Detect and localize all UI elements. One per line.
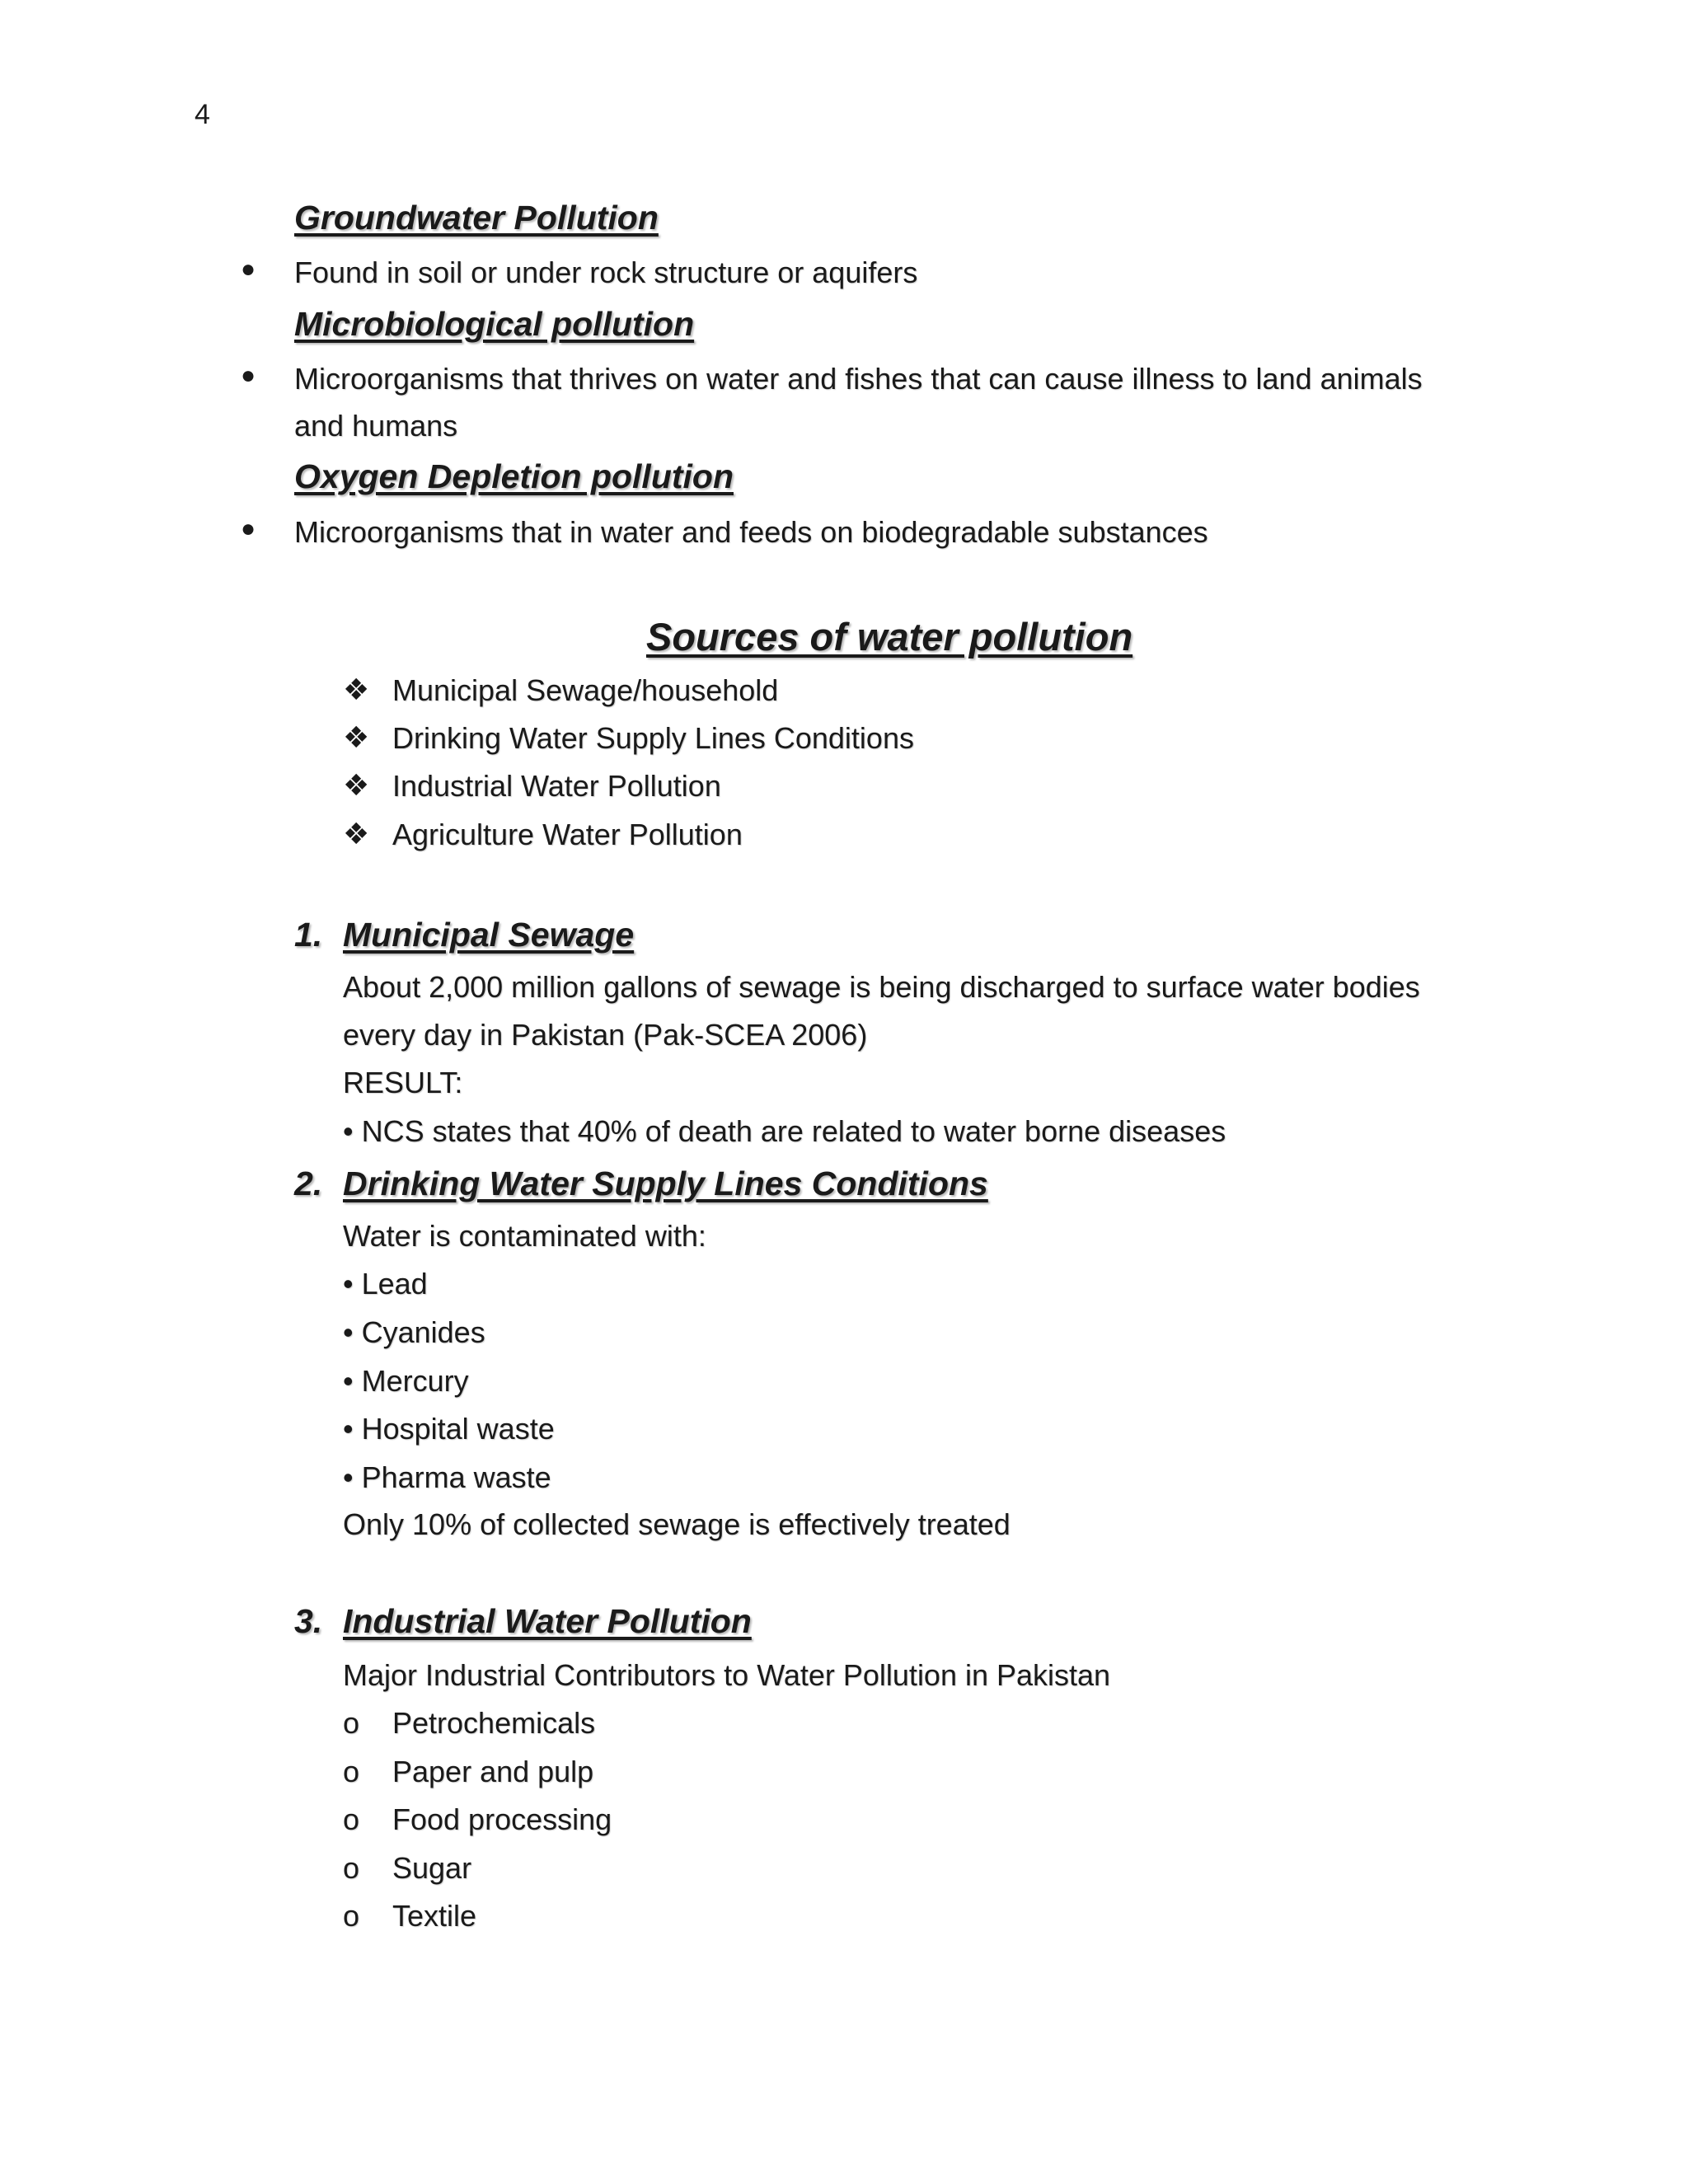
- drinking-heading: Drinking Water Supply Lines Conditions: [343, 1165, 988, 1202]
- source-item: Drinking Water Supply Lines Conditions: [392, 721, 914, 755]
- round-bullet-icon: ●: [241, 362, 256, 389]
- round-bullet-icon: ●: [241, 515, 256, 542]
- list-marker: o: [343, 1755, 360, 1788]
- municipal-heading: Municipal Sewage: [343, 916, 635, 954]
- industry-item: Petrochemicals: [392, 1706, 596, 1740]
- oxygen-heading: Oxygen Depletion pollution: [294, 457, 734, 495]
- source-item: Agriculture Water Pollution: [392, 818, 743, 851]
- drinking-note: Only 10% of collected sewage is effectively treated: [343, 1507, 1010, 1541]
- list-marker: o: [343, 1802, 360, 1836]
- source-item: Municipal Sewage/household: [392, 673, 779, 707]
- contaminant-item: • Cyanides: [343, 1315, 485, 1349]
- microbiological-text-line2: and humans: [294, 409, 458, 443]
- groundwater-heading: Groundwater Pollution: [294, 199, 659, 237]
- microbiological-heading: Microbiological pollution: [294, 305, 695, 343]
- diamond-bullet-icon: ❖: [343, 673, 370, 706]
- oxygen-text: Microorganisms that in water and feeds on biodegradable substances: [294, 515, 1208, 549]
- source-item: Industrial Water Pollution: [392, 769, 721, 803]
- industrial-intro: Major Industrial Contributors to Water Pollution in Pakistan: [343, 1658, 1111, 1692]
- industry-item: Paper and pulp: [392, 1755, 594, 1788]
- list-marker: o: [343, 1706, 360, 1740]
- contaminant-item: • Pharma waste: [343, 1460, 551, 1494]
- list-marker: o: [343, 1851, 360, 1885]
- round-bullet-icon: ●: [241, 255, 256, 283]
- microbiological-text-line1: Microorganisms that thrives on water and fishes that can cause illness to land animals: [294, 362, 1423, 396]
- industry-item: Textile: [392, 1899, 477, 1933]
- list-marker: o: [343, 1899, 360, 1933]
- diamond-bullet-icon: ❖: [343, 817, 370, 851]
- contaminant-item: • Mercury: [343, 1364, 469, 1398]
- contaminant-item: • Lead: [343, 1267, 428, 1301]
- section-number: 2.: [294, 1165, 323, 1202]
- municipal-bullet: • NCS states that 40% of death are related to water borne diseases: [343, 1114, 1226, 1148]
- municipal-line2: every day in Pakistan (Pak-SCEA 2006): [343, 1018, 868, 1052]
- section-number: 1.: [294, 916, 323, 954]
- diamond-bullet-icon: ❖: [343, 720, 370, 754]
- groundwater-text: Found in soil or under rock structure or aquifers: [294, 255, 918, 289]
- sources-title: Sources of water pollution: [646, 615, 1133, 658]
- page-number: 4: [195, 99, 210, 130]
- municipal-line1: About 2,000 million gallons of sewage is being discharged to surface water bodies: [343, 970, 1420, 1004]
- drinking-intro: Water is contaminated with:: [343, 1219, 706, 1253]
- contaminant-item: • Hospital waste: [343, 1412, 555, 1446]
- industry-item: Food processing: [392, 1802, 612, 1836]
- section-number: 3.: [294, 1602, 323, 1640]
- municipal-result: RESULT:: [343, 1066, 463, 1099]
- industry-item: Sugar: [392, 1851, 472, 1885]
- diamond-bullet-icon: ❖: [343, 768, 370, 802]
- industrial-heading: Industrial Water Pollution: [343, 1602, 752, 1640]
